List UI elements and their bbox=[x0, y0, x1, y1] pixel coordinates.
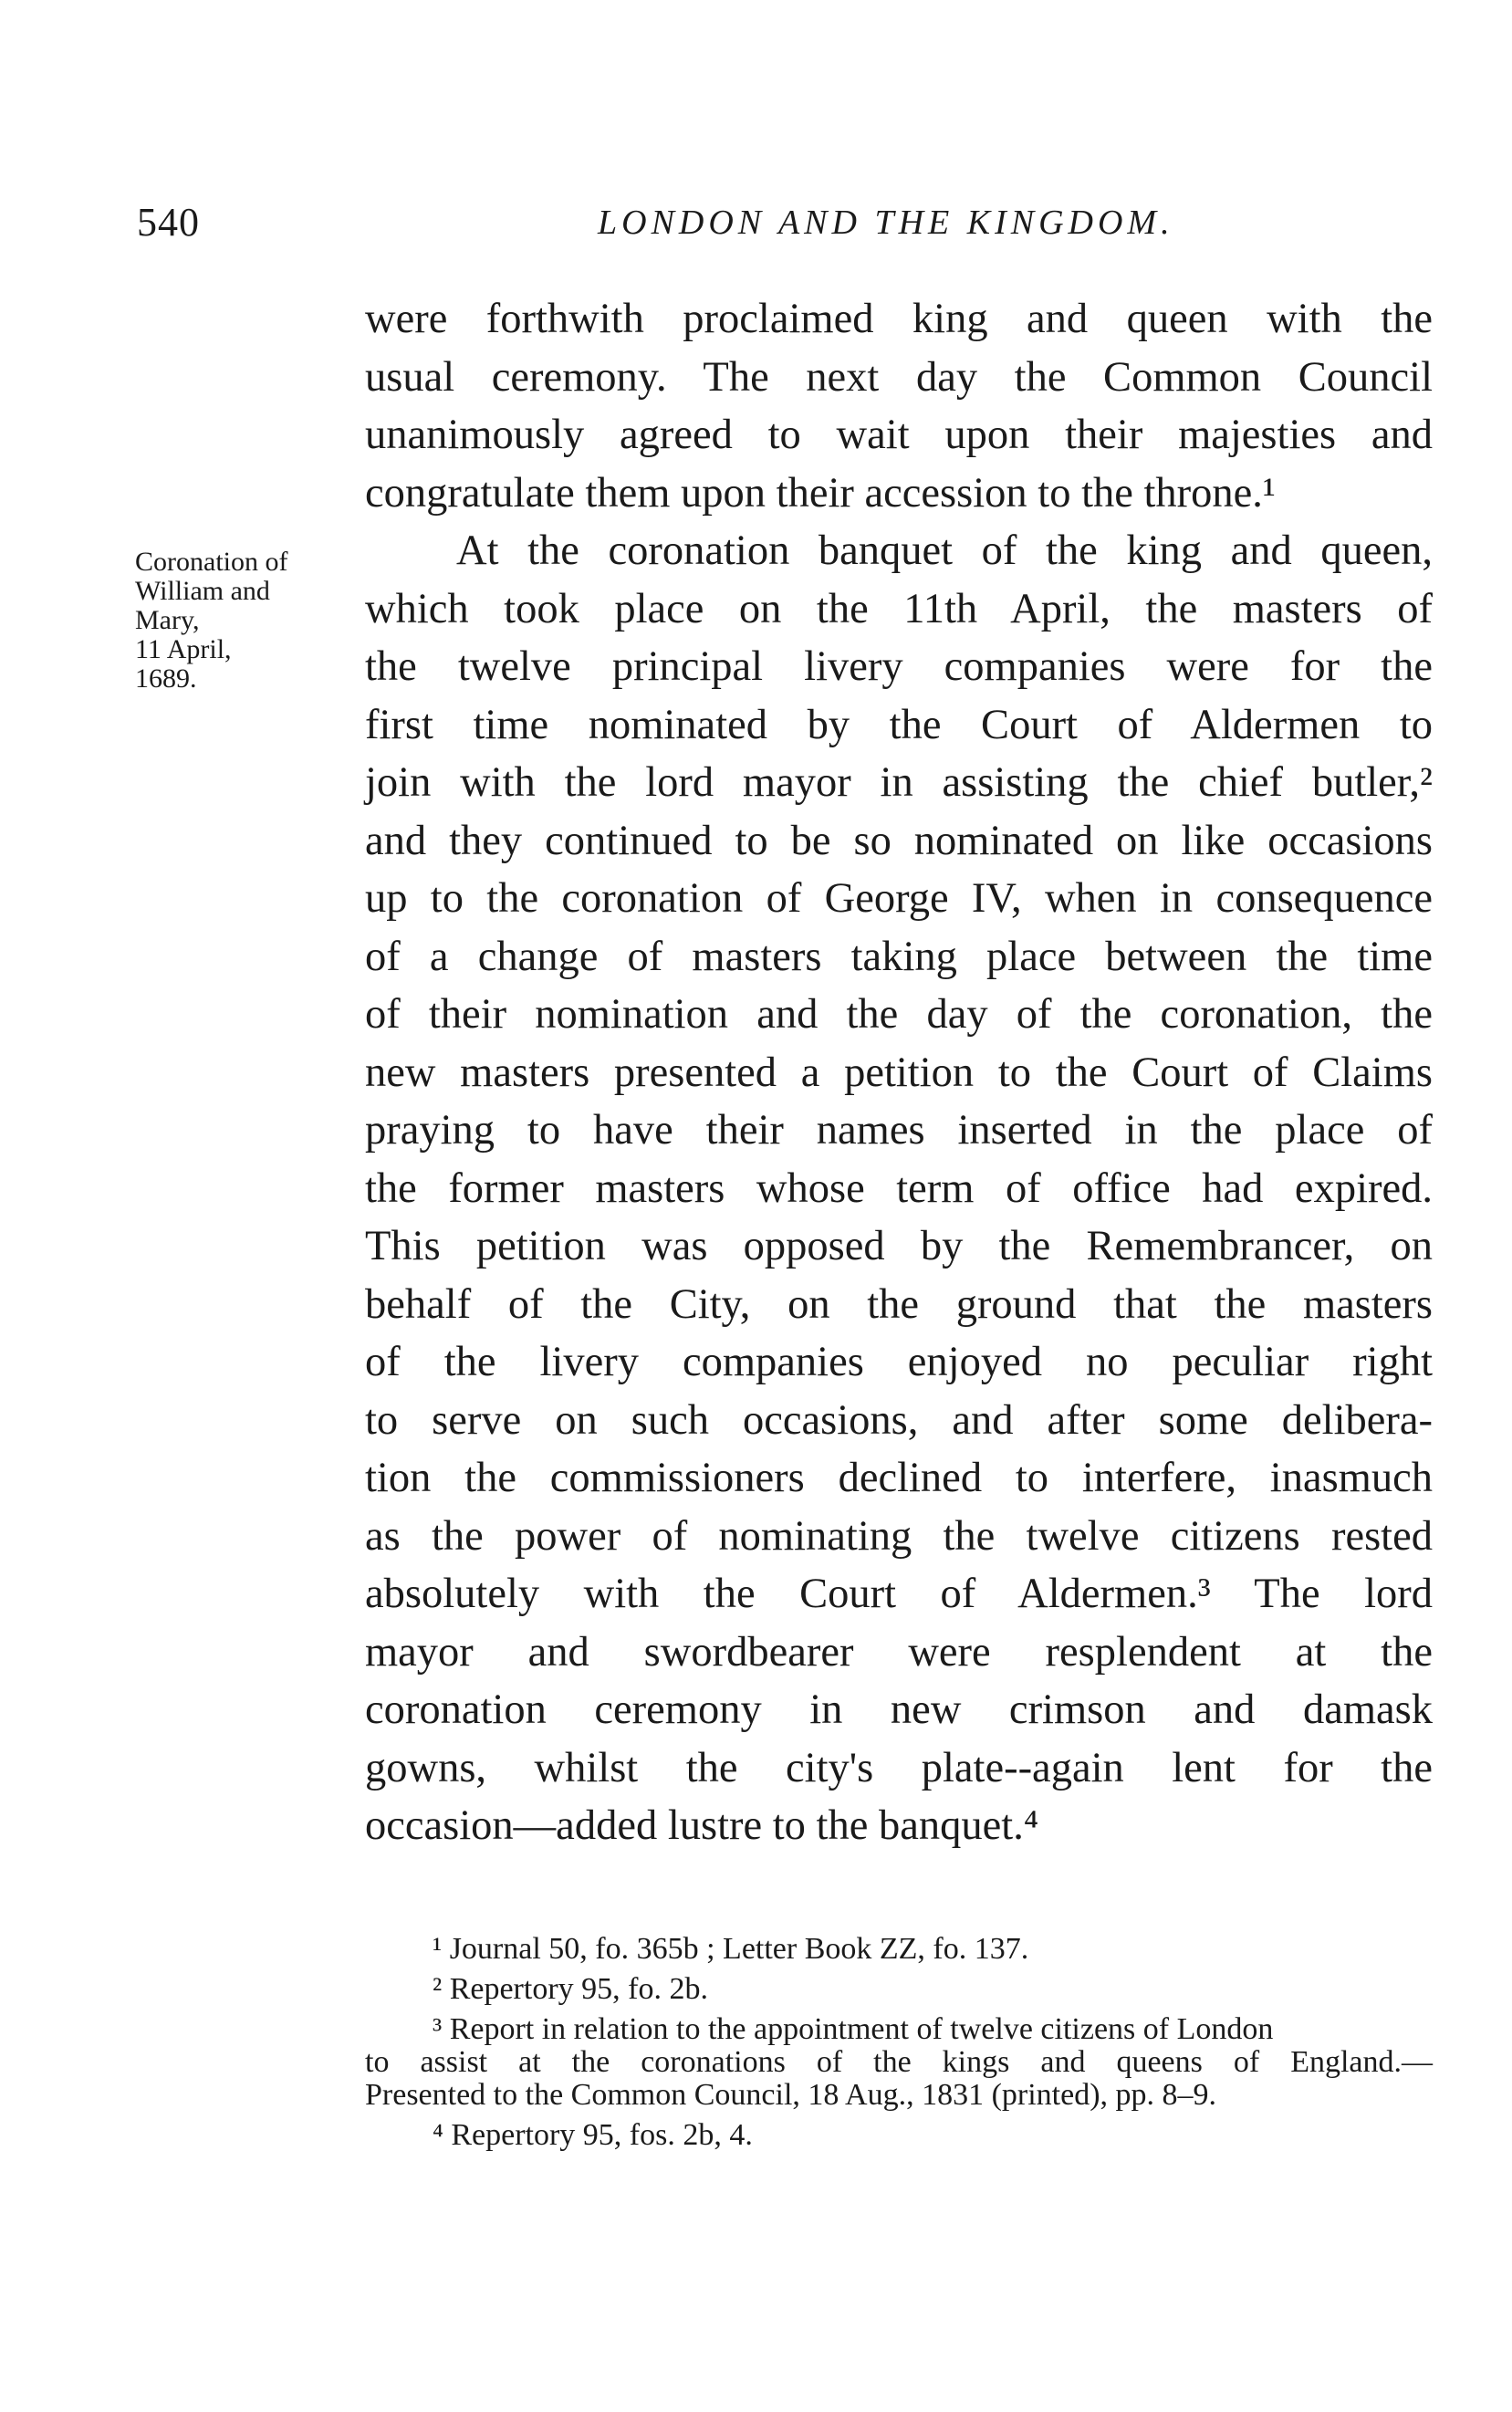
margin-note-line: William and bbox=[135, 576, 270, 606]
body-line: first time nominated by the Court of Aldermen to bbox=[365, 701, 1433, 748]
body-line: congratulate them upon their accession to the throne.¹ bbox=[365, 469, 1276, 517]
footnote-3-continued: Presented to the Common Council, 18 Aug., 1831 (printed), pp. 8–9. bbox=[365, 2078, 1217, 2112]
body-line: of their nomination and the day of the coronation, the bbox=[365, 991, 1433, 1038]
footnotes bbox=[365, 1933, 1433, 2152]
margin-note-line: 11 April, bbox=[135, 634, 232, 664]
margin-note-line: 1689. bbox=[135, 663, 197, 694]
body-line: coronation ceremony in new crimson and damask bbox=[365, 1686, 1433, 1733]
body-line: usual ceremony. The next day the Common Council bbox=[365, 353, 1433, 401]
body-line: were forthwith proclaimed king and queen with the bbox=[365, 296, 1433, 342]
body-line: of the livery companies enjoyed no peculiar right bbox=[365, 1339, 1433, 1385]
margin-note-line: Coronation of bbox=[135, 547, 288, 577]
body-line: At the coronation banquet of the king and queen, bbox=[456, 527, 1433, 574]
body-line: join with the lord mayor in assisting the chief butler,² bbox=[365, 759, 1433, 806]
footnote-3-continued: to assist at the coronations of the kings and queens of England.— bbox=[365, 2045, 1433, 2079]
body-line: up to the coronation of George IV, when in consequence bbox=[365, 875, 1433, 922]
body-line: to serve on such occasions, and after some delibera- bbox=[365, 1396, 1433, 1444]
body-line: unanimously agreed to wait upon their majesties and bbox=[365, 412, 1433, 458]
body-line: the former masters whose term of office had expired. bbox=[365, 1164, 1433, 1212]
body-line: praying to have their names inserted in the place of bbox=[365, 1107, 1433, 1154]
body-line: as the power of nominating the twelve citizens rested bbox=[365, 1512, 1433, 1560]
body-line: mayor and swordbearer were resplendent at the bbox=[365, 1628, 1433, 1676]
running-head: LONDON AND THE KINGDOM. bbox=[598, 204, 1174, 242]
body-line: and they continued to be so nominated on like occasions bbox=[365, 817, 1433, 864]
body-line: behalf of the City, on the ground that the masters bbox=[365, 1280, 1433, 1328]
body-text bbox=[365, 290, 1433, 1855]
body-line: which took place on the 11th April, the masters of bbox=[365, 585, 1433, 632]
body-line: occasion—added lustre to the banquet.⁴ bbox=[365, 1802, 1039, 1849]
body-line: This petition was opposed by the Remembrancer, on bbox=[365, 1223, 1433, 1269]
body-line: gowns, whilst the city's plate--again lent for the bbox=[365, 1744, 1433, 1791]
body-line: of a change of masters taking place between the time bbox=[365, 933, 1433, 980]
footnote-4: ⁴ Repertory 95, fos. 2b, 4. bbox=[433, 2118, 753, 2152]
margin-note bbox=[135, 548, 345, 694]
body-line: tion the commissioners declined to interfere, inasmuch bbox=[365, 1455, 1433, 1501]
footnote-1: ¹ Journal 50, fo. 365b ; Letter Book ZZ, fo. 137. bbox=[433, 1932, 1029, 1966]
body-line: the twelve principal livery companies were for the bbox=[365, 643, 1433, 690]
body-line: new masters presented a petition to the Court of Claims bbox=[365, 1049, 1433, 1096]
margin-note-line: Mary, bbox=[135, 605, 200, 635]
footnote-3: ³ Report in relation to the appointment of twelve citizens of London bbox=[433, 2012, 1274, 2046]
page-number: 540 bbox=[137, 200, 200, 245]
body-line: absolutely with the Court of Aldermen.³ The lord bbox=[365, 1571, 1433, 1617]
footnote-2: ² Repertory 95, fo. 2b. bbox=[433, 1972, 708, 2006]
